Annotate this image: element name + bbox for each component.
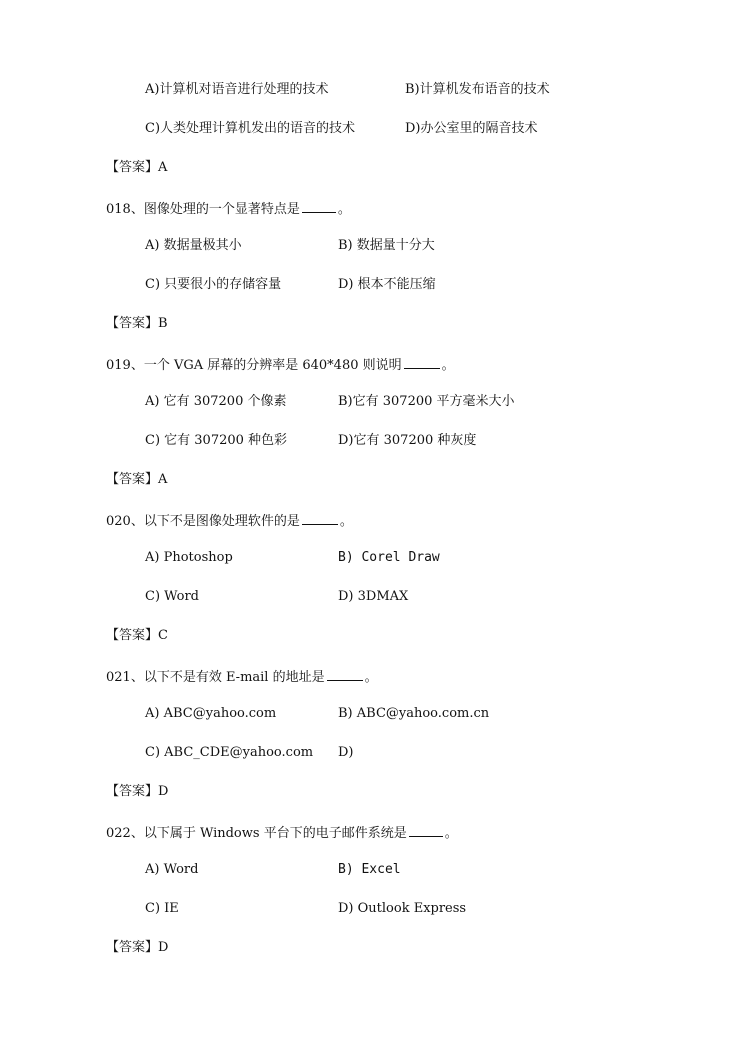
q018-stem-text: 018、图像处理的一个显著特点是 xyxy=(106,202,300,217)
q017-option-d: D)办公室里的隔音技术 xyxy=(405,121,538,136)
q020-answer: 【答案】C xyxy=(106,628,168,643)
q018-option-b: B) 数据量十分大 xyxy=(338,238,435,253)
q020-option-b: B) Corel Draw xyxy=(338,550,440,565)
q019-stem-text: 019、一个 VGA 屏幕的分辨率是 640*480 则说明 xyxy=(106,358,402,373)
q022-option-b: B) Excel xyxy=(338,862,401,877)
q020-stem xyxy=(106,510,353,531)
q022-answer-blank xyxy=(409,822,443,837)
q019-option-c: C) 它有 307200 种色彩 xyxy=(145,433,288,448)
q021-option-d: D) xyxy=(338,745,354,760)
q022-option-c: C) IE xyxy=(145,901,179,916)
q020-option-d: D) 3DMAX xyxy=(338,589,409,604)
q022-stem-text: 022、以下属于 Windows 平台下的电子邮件系统是 xyxy=(106,826,407,841)
q020-stem-end: 。 xyxy=(339,514,353,529)
q021-option-a: A) ABC@yahoo.com xyxy=(145,706,277,721)
q021-stem xyxy=(106,666,378,687)
q018-stem xyxy=(106,198,351,219)
q019-answer: 【答案】A xyxy=(106,472,168,487)
q018-answer-blank xyxy=(302,198,336,213)
q017-answer: 【答案】A xyxy=(106,160,168,175)
q019-stem-end: 。 xyxy=(441,358,455,373)
q019-stem xyxy=(106,354,455,375)
q022-option-a: A) Word xyxy=(145,862,199,877)
q020-option-a: A) Photoshop xyxy=(145,550,233,565)
q021-answer: 【答案】D xyxy=(106,784,169,799)
q018-answer: 【答案】B xyxy=(106,316,168,331)
q022-stem xyxy=(106,822,458,843)
q021-option-c: C) ABC_CDE@yahoo.com xyxy=(145,745,314,760)
q020-option-c: C) Word xyxy=(145,589,199,604)
q018-option-c: C) 只要很小的存储容量 xyxy=(145,277,282,292)
q017-option-a: A)计算机对语音进行处理的技术 xyxy=(145,82,329,97)
q021-stem-text: 021、以下不是有效 E-mail 的地址是 xyxy=(106,670,325,685)
q021-option-b: B) ABC@yahoo.com.cn xyxy=(338,706,490,721)
q022-option-d: D) Outlook Express xyxy=(338,901,467,916)
q021-answer-blank xyxy=(327,666,363,681)
q022-answer: 【答案】D xyxy=(106,940,169,955)
q021-stem-end: 。 xyxy=(364,670,378,685)
q019-option-a: A) 它有 307200 个像素 xyxy=(145,394,287,409)
q018-option-a: A) 数据量极其小 xyxy=(145,238,242,253)
q019-option-d: D)它有 307200 种灰度 xyxy=(338,433,477,448)
q018-stem-end: 。 xyxy=(337,202,351,217)
q017-option-b: B)计算机发布语音的技术 xyxy=(405,82,550,97)
q018-option-d: D) 根本不能压缩 xyxy=(338,277,436,292)
q020-answer-blank xyxy=(302,510,338,525)
q019-answer-blank xyxy=(404,354,440,369)
q017-option-c: C)人类处理计算机发出的语音的技术 xyxy=(145,121,356,136)
q022-stem-end: 。 xyxy=(444,826,458,841)
q020-stem-text: 020、以下不是图像处理软件的是 xyxy=(106,514,300,529)
q019-option-b: B)它有 307200 平方毫米大小 xyxy=(338,394,515,409)
